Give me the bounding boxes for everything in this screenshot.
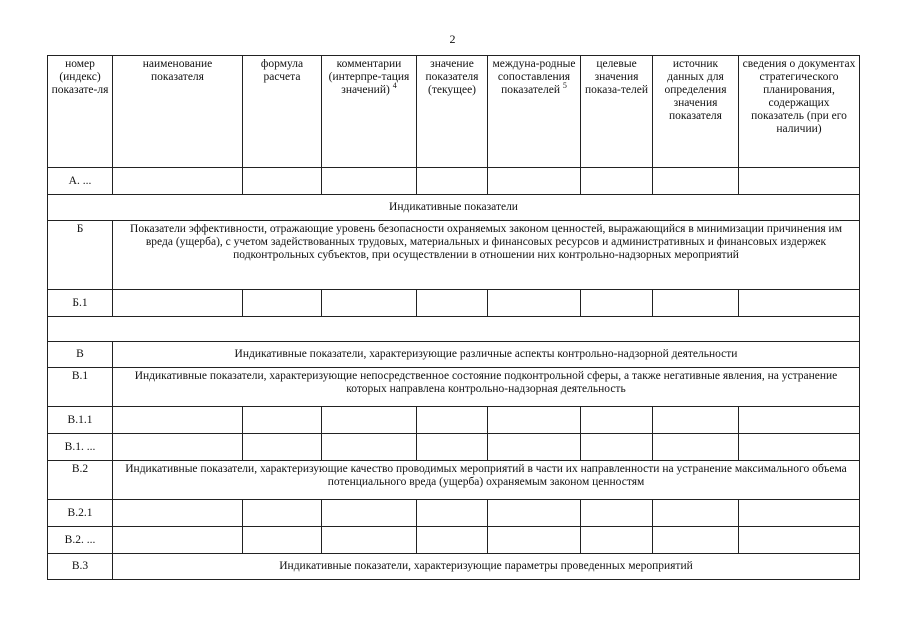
table-cell xyxy=(48,317,860,342)
table-cell xyxy=(653,527,739,554)
row-description: Индикативные показатели, характеризующие непосредственное состояние подконтрольной сферы, а также негативные явления, на устранение которых направлена контрольно-надзорная деятельность xyxy=(113,368,860,407)
table-cell xyxy=(581,290,653,317)
table-cell xyxy=(113,434,243,461)
table-cell xyxy=(488,407,581,434)
table-cell xyxy=(243,290,322,317)
header-comments-text: комментарии (интерпре-тация значений) xyxy=(328,58,410,96)
header-data-source: источник данных для определения значения показателя xyxy=(653,56,739,168)
blank-row xyxy=(48,317,860,342)
section-title: Индикативные показатели xyxy=(48,195,860,221)
table-cell xyxy=(113,407,243,434)
row-code: А. ... xyxy=(48,168,113,195)
table-cell xyxy=(488,168,581,195)
table-cell xyxy=(581,434,653,461)
header-comments xyxy=(322,56,417,168)
row-code: В.1 xyxy=(48,368,113,407)
header-international xyxy=(488,56,581,168)
table-cell xyxy=(488,527,581,554)
table-cell xyxy=(739,500,860,527)
footnote-4: 4 xyxy=(392,81,397,91)
table-cell xyxy=(488,290,581,317)
table-cell xyxy=(243,407,322,434)
table-cell xyxy=(581,407,653,434)
table-cell xyxy=(488,434,581,461)
table-cell xyxy=(581,168,653,195)
page-number: 2 xyxy=(449,32,456,46)
row-code: В.3 xyxy=(48,554,113,580)
table-cell xyxy=(243,168,322,195)
row-code: В.1.1 xyxy=(48,407,113,434)
table-cell xyxy=(417,527,488,554)
table-cell xyxy=(417,500,488,527)
table-row xyxy=(48,554,860,580)
header-name: наименование показателя xyxy=(113,56,243,168)
table-row xyxy=(48,500,860,527)
table-row xyxy=(48,221,860,290)
row-code: В.2 xyxy=(48,461,113,500)
header-current-value: значение показателя (текущее) xyxy=(417,56,488,168)
row-code: В xyxy=(48,342,113,368)
header-international-text: междуна-родные сопоставления показателей xyxy=(492,58,576,96)
table-cell xyxy=(113,527,243,554)
header-index: номер (индекс) показате-ля xyxy=(48,56,113,168)
table-cell xyxy=(417,290,488,317)
table-cell xyxy=(322,500,417,527)
table-cell xyxy=(653,290,739,317)
indicators-table xyxy=(47,55,860,580)
table-cell xyxy=(243,434,322,461)
footnote-5: 5 xyxy=(562,81,567,91)
table-row xyxy=(48,342,860,368)
table-cell xyxy=(322,168,417,195)
table-cell xyxy=(739,527,860,554)
row-code: В.2.1 xyxy=(48,500,113,527)
header-formula: формула расчета xyxy=(243,56,322,168)
table-row xyxy=(48,461,860,500)
table-cell xyxy=(322,527,417,554)
table-cell xyxy=(322,290,417,317)
table-row xyxy=(48,407,860,434)
table-cell xyxy=(417,407,488,434)
table-cell xyxy=(113,290,243,317)
section-row xyxy=(48,195,860,221)
table-cell xyxy=(113,500,243,527)
table-cell xyxy=(739,168,860,195)
table-cell xyxy=(653,168,739,195)
table-row xyxy=(48,434,860,461)
table-cell xyxy=(243,527,322,554)
table-cell xyxy=(488,500,581,527)
table-cell xyxy=(653,500,739,527)
table-cell xyxy=(739,290,860,317)
row-description: Индикативные показатели, характеризующие различные аспекты контрольно-надзорной деятельности xyxy=(113,342,860,368)
table-cell xyxy=(653,434,739,461)
table-cell xyxy=(417,168,488,195)
table-row xyxy=(48,527,860,554)
table-cell xyxy=(322,434,417,461)
row-code: Б.1 xyxy=(48,290,113,317)
header-target-values: целевые значения показа-телей xyxy=(581,56,653,168)
header-strategic-docs: сведения о документах стратегического планирования, содержащих показатель (при его наличии) xyxy=(739,56,860,168)
table-row xyxy=(48,290,860,317)
row-code: В.2. ... xyxy=(48,527,113,554)
table-cell xyxy=(417,434,488,461)
table-header-row xyxy=(48,56,860,168)
table-cell xyxy=(581,527,653,554)
table-row xyxy=(48,168,860,195)
row-description: Показатели эффективности, отражающие уровень безопасности охраняемых законом ценностей, выражающийся в минимизации причинения им вреда (ущерба), с учетом задействованных трудовых, материальных и финансовых ресурсов и административных и финансовых издержек подконтрольных субъектов, при осуществлении в отношении них контрольно-надзорных мероприятий xyxy=(113,221,860,290)
row-description: Индикативные показатели, характеризующие качество проводимых мероприятий в части их направленности на устранение максимального объема потенциального вреда (ущерба) охраняемым законом ценностям xyxy=(113,461,860,500)
table-cell xyxy=(581,500,653,527)
table-cell xyxy=(739,434,860,461)
table-row xyxy=(48,368,860,407)
table-cell xyxy=(243,500,322,527)
row-code: Б xyxy=(48,221,113,290)
table-cell xyxy=(653,407,739,434)
row-code: В.1. ... xyxy=(48,434,113,461)
table-cell xyxy=(113,168,243,195)
table-cell xyxy=(322,407,417,434)
table-cell xyxy=(739,407,860,434)
row-description: Индикативные показатели, характеризующие параметры проведенных мероприятий xyxy=(113,554,860,580)
